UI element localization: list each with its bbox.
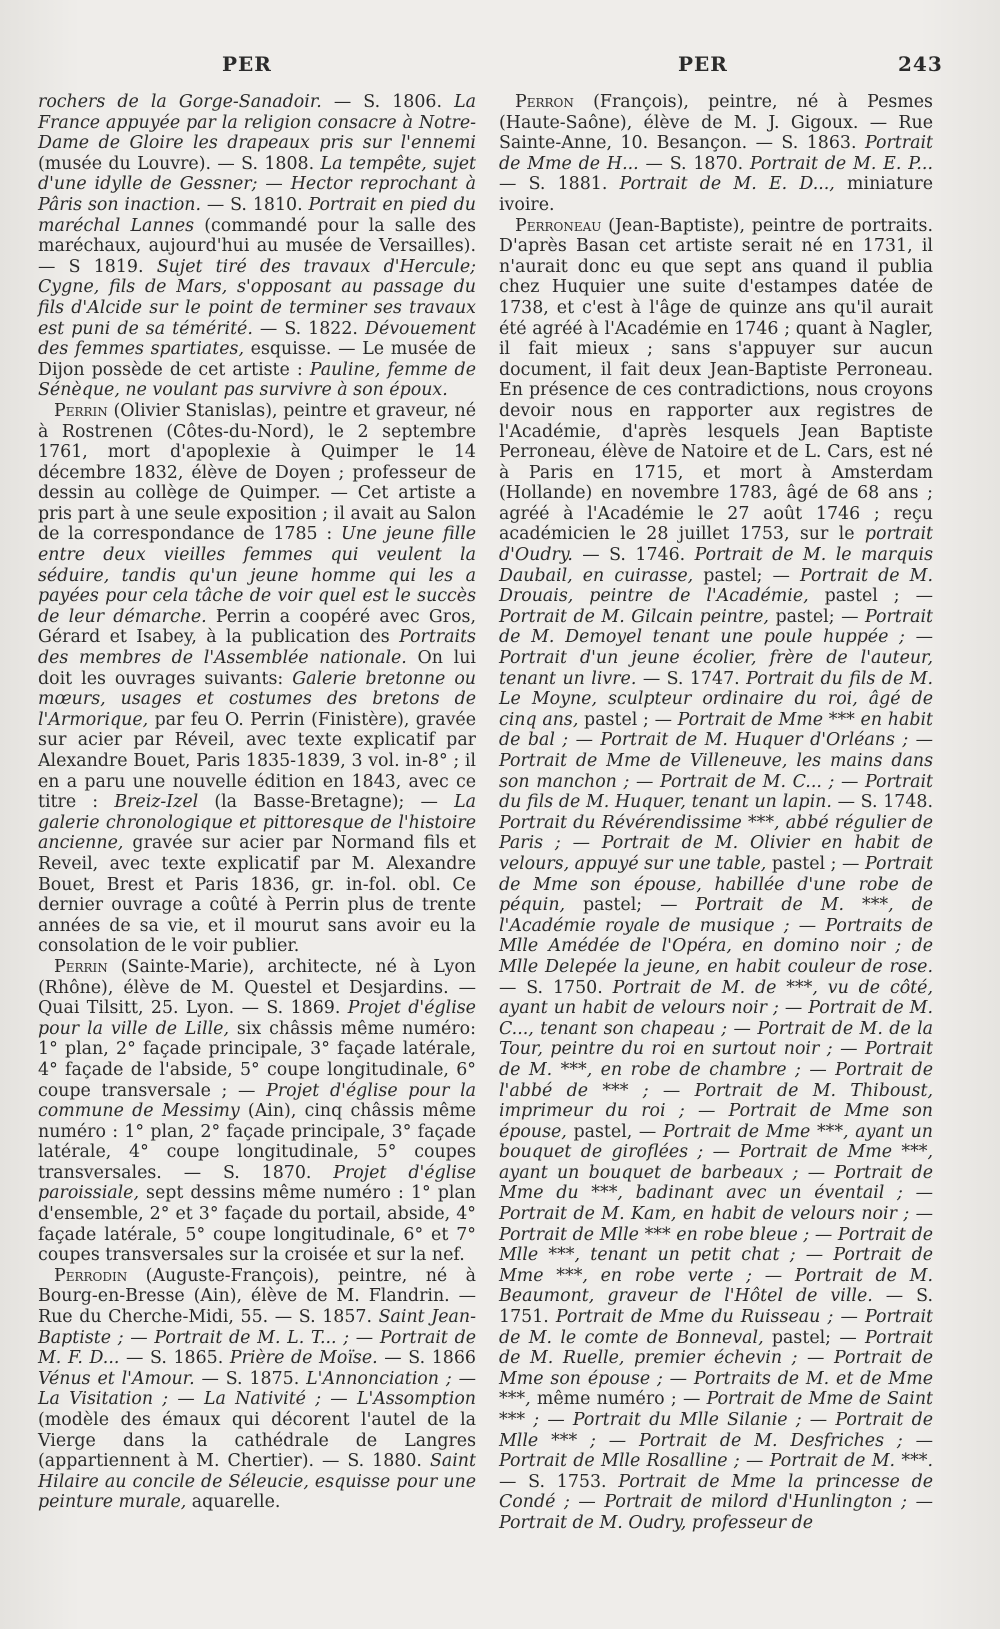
left-text-column: [38, 92, 476, 1513]
italic-title-text: Breiz-Izel: [114, 792, 199, 813]
italic-title-text: Portrait de M. Demoyel tenant une poule huppée ; — Portrait d'un jeune écolier, frère de l'auteur, tenant un livre.: [499, 606, 933, 689]
entry-text: — S. 1881.: [499, 174, 620, 195]
entry-text: — S. 1866: [377, 1348, 476, 1369]
right-text-column: [499, 92, 933, 1534]
italic-title-text: Projet d'église pour la commune de Messimy: [38, 1080, 476, 1122]
entry-text: pastel; —: [693, 565, 801, 586]
entry-text: — S. 1806.: [321, 92, 455, 112]
entry-text: (Ain), cinq châssis même numéro : 1° plan, 2° façade principale, 3° façade latérale, 4° coupe longitudinale, 5° coupes transversales. — S. 1870.: [38, 1101, 476, 1183]
entry-text: (modèle des émaux qui décorent l'autel de la Vierge dans la cathédrale de Langres (appartiennent à M. Chertier). — S. 1880.: [38, 1410, 476, 1472]
italic-title-text: Dévouement des femmes spartiates,: [38, 318, 476, 360]
italic-title-text: Saint Jean-Baptiste ; — Portrait de M. L. T... ; — Portrait de M. F. D...: [38, 1307, 476, 1369]
italic-title-text: Portraits des membres de l'Assemblée nationale.: [38, 627, 476, 669]
entry-text: — S. 1746.: [572, 545, 695, 566]
italic-title-text: Portrait de M. Gilcain peintre,: [499, 606, 769, 627]
italic-title-text: La France appuyée par la religion consacre à Notre-Dame de Gloire les drapeaux pris sur l'ennemi: [38, 92, 476, 154]
entry-headword: Perron: [515, 92, 574, 112]
italic-title-text: Portrait de M. Drouais, peintre de l'Académie,: [499, 565, 933, 607]
entry-text: aquarelle.: [186, 1492, 281, 1513]
italic-title-text: Galerie bretonne ou mœurs, usages et costumes des bretons de l'Armorique,: [38, 668, 476, 730]
entry-text: On lui doit les ouvrages suivants:: [38, 648, 476, 689]
entry-text: (Auguste-François), peintre, né à Bourg-en-Bresse (Ain), élève de M. Flandrin. — Rue du Cherche-Midi, 55. — S. 1857.: [38, 1265, 476, 1328]
dictionary-entry: [499, 92, 933, 216]
italic-title-text: La tempête, sujet d'une idylle de Gessner; — Hector reprochant à Pâris son inaction.: [38, 153, 476, 215]
dictionary-entry: [499, 216, 933, 1534]
italic-title-text: La galerie chronologique et pittoresque de l'histoire ancienne,: [38, 792, 476, 854]
entry-text: (commandé pour la salle des maréchaux, aujourd'hui au musée de Versailles). — S 1819.: [38, 215, 476, 277]
entry-text: — S. 1748.: [831, 792, 933, 813]
left-running-head: PER: [222, 52, 272, 76]
italic-title-text: Portrait de Mme ***, ayant un bouquet de giroflées ; — Portrait de Mme ***, ayant un bouquet de barbeaux ; — Portrait de Mme du ***, badinant avec un éventail ; — Portrait de M. Kam, en habit de velours noir ; — Portrait de Mlle *** en robe bleue ; — Portrait de Mlle ***, tenant un petit chat ; — Portrait de Mme ***, en robe verte ; — Portrait de M. Beaumont, graveur de l'Hôtel de ville.: [499, 1121, 933, 1307]
entry-text: — S. 1747.: [636, 668, 747, 689]
italic-title-text: portrait d'Oudry.: [499, 524, 933, 566]
entry-text: (Jean-Baptiste), peintre de portraits. D'après Basan cet artiste serait né en 1731, il n'aurait donc eu que sept ans quand il publia chez Huquier une suite d'estampes datée de 1738, et c'est à l'âge de quinze ans qu'il aurait été agréé à l'Académie en 1746 ; quant à Nagler, il fait mieux ; sans s'appuyer sur aucun document, il fait deux Jean-Baptiste Perroneau. En présence de ces contradictions, nous croyons devoir nous en rapporter aux registres de l'Académie, d'après lesquels Jean Baptiste Perroneau, élève de Natoire et de L. Cars, est né à Paris en 1715, et mort à Amsterdam (Hollande) en novembre 1783, âgé de 68 ans ; agréé à l'Académie le 27 août 1746 ; reçu académicien le 28 juillet 1753, sur le: [499, 215, 933, 545]
italic-title-text: Portrait de M. ***, de l'Académie royale de musique ; — Portraits de Mlle Amédée de l'Opéra, en domino noir ; de Mlle Delepée la jeune, en habit couleur de rose.: [499, 895, 933, 977]
italic-title-text: Portrait de Mme son épouse, habillée d'une robe de péquin,: [499, 853, 933, 916]
entry-text: — S. 1810.: [201, 194, 309, 215]
italic-title-text: Portrait de Mme de H...: [499, 133, 933, 174]
entry-text: — S. 1865.: [119, 1348, 230, 1369]
italic-title-text: Saint Hilaire au concile de Séleucie, esquisse pour une peinture murale,: [38, 1451, 476, 1513]
italic-title-text: Portrait de M. Ruelle, premier échevin ; — Portrait de Mme son épouse ; — Portraits de M. et de Mme ***,: [499, 1327, 933, 1410]
entry-text: six châssis même numéro: 1° plan, 2° façade principale, 3° façade latérale, 4° façade de l'abside, 5° coupe longitudinale, 6° coupe transversale ; —: [38, 1018, 476, 1101]
italic-title-text: Portrait de Mme de Saint *** ; — Portrait du Mlle Silanie ; — Portrait de Mlle *** ; — Portrait de M. Desfriches ; — Portrait de Mlle Rosalline ; — Portrait de M. ***.: [499, 1389, 934, 1472]
entry-text: miniature ivoire.: [499, 174, 933, 215]
entry-text: pastel; —: [768, 606, 865, 627]
entry-text: — S. 1751.: [499, 1286, 933, 1328]
entry-text: (musée du Louvre). — S. 1808.: [38, 153, 321, 174]
italic-title-text: Portrait du fils de M. Le Moyne, sculpteur ordinaire du roi, âgé de cinq ans,: [499, 668, 933, 730]
entry-continuation: [38, 92, 476, 401]
page-number: 243: [898, 52, 943, 76]
italic-title-text: Portrait en pied du maréchal Lannes: [38, 194, 476, 236]
entry-text: même numéro ; —: [530, 1389, 707, 1410]
italic-title-text: Prière de Moïse.: [229, 1348, 378, 1369]
entry-text: — S. 1750.: [499, 977, 613, 998]
italic-title-text: Vénus et l'Amour.: [38, 1368, 195, 1389]
italic-title-text: Projet d'église paroissiale,: [38, 1162, 476, 1204]
entry-text: pastel; —: [763, 1327, 865, 1348]
italic-title-text: Portrait de M. E. P...: [749, 153, 933, 174]
italic-title-text: Portrait du Révérendissime ***, abbé régulier de Paris ; — Portrait de M. Olivier en habit de velours, appuyé sur une table,: [499, 812, 933, 874]
entry-text: — S. 1753.: [499, 1471, 619, 1492]
entry-text: par feu O. Perrin (Finistère), gravée sur acier par Réveil, avec texte explicatif par Alexandre Bouet, Paris 1835-1839, 3 vol. in-8° ; il en a paru une nouvelle édition en 1843, avec ce titre :: [38, 709, 476, 813]
entry-text: (Sainte-Marie), architecte, né à Lyon (Rhône), élève de M. Questel et Desjardins. — Quai Tilsitt, 25. Lyon. — S. 1869.: [38, 956, 476, 1019]
dictionary-entry: [38, 1266, 476, 1513]
entry-text: esquisse. — Le musée de Dijon possède de cet artiste :: [38, 339, 476, 380]
italic-title-text: L'Annonciation ; — La Visitation ; — La Nativité ; — L'Assomption: [38, 1368, 476, 1410]
italic-title-text: rochers de la Gorge-Sanadoir.: [38, 92, 322, 112]
italic-title-text: Portrait de M. E. D...,: [619, 174, 835, 195]
entry-text: sept dessins même numéro : 1° plan d'ensemble, 2° et 3° façade du portail, abside, 4° façade latérale, 5° coupe longitudinale, 6° et 7° coupes transversales sur la croisée et sur la nef.: [38, 1183, 476, 1266]
entry-text: — S. 1875.: [194, 1368, 307, 1389]
entry-text: pastel ; —: [766, 853, 865, 874]
entry-text: pastel ; —: [578, 709, 678, 730]
italic-title-text: Portrait de Mme *** en habit de bal ; — Portrait de M. Huquer d'Orléans ; — Portrait de Mme de Villeneuve, les mains dans son manchon ; — Portrait de M. C... ; — Portrait du fils de M. Huquer, tenant un lapin.: [499, 709, 933, 813]
entry-headword: Perroneau: [515, 215, 602, 236]
entry-text: pastel; —: [565, 895, 696, 916]
entry-text: (Olivier Stanislas), peintre et graveur, né à Rostrenen (Côtes-du-Nord), le 2 septembre 1761, mort d'apoplexie à Quimper le 14 décembre 1832, élève de Doyen ; professeur de dessin au collège de Quimper. — Cet artiste a pris part à une seule exposition ; il avait au Salon de la correspondance de 1785 :: [38, 400, 476, 545]
italic-title-text: Portrait de Mme du Ruisseau ; — Portrait de M. le comte de Bonneval,: [499, 1307, 933, 1348]
entry-headword: Perrin: [54, 400, 108, 421]
right-running-head: PER: [678, 52, 728, 76]
italic-title-text: Pauline, femme de Sénèque, ne voulant pas survivre à son époux.: [38, 359, 476, 401]
entry-text: pastel, —: [566, 1121, 663, 1142]
entry-text: Perrin a coopéré avec Gros, Gérard et Isabey, à la publication des: [38, 606, 477, 648]
dictionary-entry: [38, 401, 476, 957]
entry-text: — S. 1870.: [638, 153, 750, 174]
italic-title-text: Sujet tiré des travaux d'Hercule; Cygne, fils de Mars, s'opposant au passage du fils d'Alcide sur le point de terminer ses travaux est puni de sa témérité.: [38, 256, 476, 339]
italic-title-text: Une jeune fille entre deux vieilles femmes qui veulent la séduire, tandis qu'un jeune homme qui les a payées pour cela tâche de voir quel est le succès de leur démarche.: [38, 524, 476, 627]
entry-text: gravée sur acier par Normand fils et Reveil, avec texte explicatif par M. Alexandre Bouet, Brest et Paris 1836, gr. in-fol. obl. Ce dernier ouvrage a coûté à Perrin plus de trente années de sa vie, et il mourut sans avoir eu la consolation de le voir publier.: [38, 833, 476, 957]
entry-headword: Perrodin: [54, 1265, 128, 1286]
entry-text: — S. 1822.: [252, 318, 365, 339]
entry-text: pastel ; —: [808, 586, 933, 607]
italic-title-text: Projet d'église pour la ville de Lille,: [38, 998, 476, 1039]
entry-text: (la Basse-Bretagne); —: [198, 792, 455, 813]
dictionary-entry: [38, 957, 476, 1266]
italic-title-text: Portrait de M. le marquis Daubail, en cuirasse,: [499, 545, 933, 586]
italic-title-text: Portrait de Mme la princesse de Condé ; — Portrait de milord d'Hunlington ; — Portrait de M. Oudry, professeur de: [499, 1471, 933, 1533]
entry-text: (François), peintre, né à Pesmes (Haute-Saône), élève de M. J. Gigoux. — Rue Sainte-Anne, 10. Besançon. — S. 1863.: [499, 92, 933, 154]
italic-title-text: Portrait de M. de ***, vu de côté, ayant un habit de velours noir ; — Portrait de M. C..., tenant son chapeau ; — Portrait de M. de la Tour, peintre du roi en surtout noir ; — Portrait de M. ***, en robe de chambre ; — Portrait de l'abbé de *** ; — Portrait de M. Thiboust, imprimeur du roi ; — Portrait de Mme son épouse,: [499, 977, 933, 1142]
entry-headword: Perrin: [54, 956, 108, 977]
